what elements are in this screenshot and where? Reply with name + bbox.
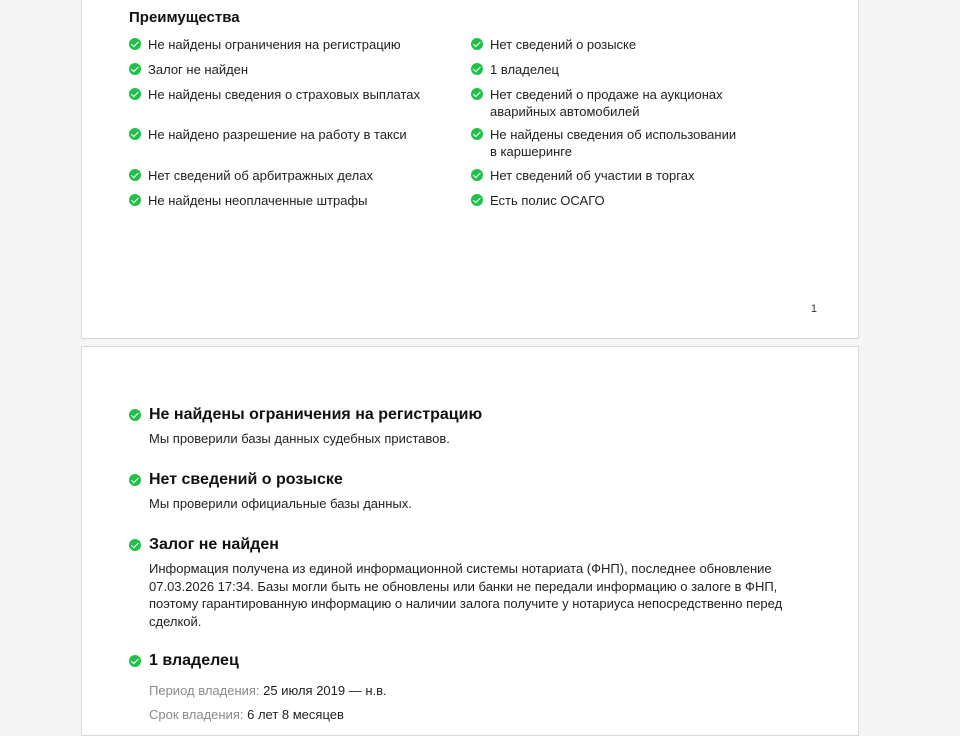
advantage-item (129, 36, 449, 53)
advantage-label: Нет сведений об арбитражных делах (148, 168, 373, 183)
check-circle-icon (129, 88, 141, 100)
ownership-period-label: Период владения: (149, 683, 260, 698)
advantage-label: Нет сведений о продаже на аукционах аварийных автомобилей (490, 87, 723, 119)
advantage-label: Нет сведений об участии в торгах (490, 168, 695, 183)
check-circle-icon (129, 194, 141, 206)
section-text: Информация получена из единой информационной системы нотариата (ФНП), последнее обновление 07.03.2026 17:34. Базы могли быть не обновлены или банки не передали информацию о залоге в ФНП, поэтому гарантированную информацию о наличии залога получите у нотариуса непосредственно перед сделкой. (149, 561, 783, 629)
advantage-item (129, 86, 449, 103)
check-circle-icon (129, 169, 141, 181)
check-circle-icon (129, 539, 141, 551)
advantage-label: Есть полис ОСАГО (490, 193, 605, 208)
page-number: 1 (810, 303, 817, 315)
section-wanted (129, 470, 789, 513)
advantage-label: Залог не найден (148, 62, 249, 77)
advantage-label: Не найдены ограничения на регистрацию (148, 37, 401, 52)
section-owners (129, 651, 789, 723)
advantage-label: Не найдено разрешение на работу в такси (148, 127, 407, 142)
advantage-item (129, 167, 449, 184)
advantage-item (471, 86, 791, 120)
section-text: Мы проверили официальные базы данных. (149, 496, 412, 511)
check-circle-icon (471, 169, 483, 181)
ownership-duration (149, 706, 789, 723)
advantage-item (471, 126, 746, 160)
advantage-label: Не найдены неоплаченные штрафы (148, 193, 368, 208)
advantage-label: 1 владелец (490, 62, 559, 77)
advantage-item (129, 61, 449, 78)
check-circle-icon (471, 88, 483, 100)
report-page-1 (81, 0, 859, 339)
advantage-item (471, 36, 811, 53)
check-circle-icon (129, 474, 141, 486)
ownership-duration-label: Срок владения: (149, 707, 244, 722)
advantage-label: Нет сведений о розыске (490, 37, 637, 52)
report-page-2 (81, 346, 859, 736)
section-title: Нет сведений о розыске (149, 471, 343, 488)
advantage-item (129, 192, 449, 209)
check-circle-icon (471, 63, 483, 75)
advantage-item (471, 192, 811, 209)
advantage-item (471, 61, 811, 78)
check-circle-icon (129, 63, 141, 75)
advantage-item (471, 167, 811, 184)
ownership-duration-value: 6 лет 8 месяцев (247, 707, 344, 722)
ownership-period (149, 682, 789, 699)
section-registration (129, 405, 789, 448)
advantage-label: Не найдены сведения об использовании в каршеринге (490, 127, 737, 159)
advantage-label: Не найдены сведения о страховых выплатах (148, 87, 421, 102)
check-circle-icon (129, 128, 141, 140)
section-title: Залог не найден (149, 536, 279, 553)
section-text: Мы проверили базы данных судебных приставов. (149, 431, 450, 446)
check-circle-icon (471, 194, 483, 206)
advantage-item (129, 126, 449, 143)
section-title: 1 владелец (149, 652, 239, 669)
check-circle-icon (129, 409, 141, 421)
ownership-period-value: 25 июля 2019 — н.в. (263, 683, 387, 698)
section-title: Не найдены ограничения на регистрацию (149, 406, 483, 423)
check-circle-icon (471, 128, 483, 140)
check-circle-icon (471, 38, 483, 50)
check-circle-icon (129, 655, 141, 667)
section-pledge (129, 535, 789, 630)
check-circle-icon (129, 38, 141, 50)
advantages-title: Преимущества (129, 9, 240, 26)
